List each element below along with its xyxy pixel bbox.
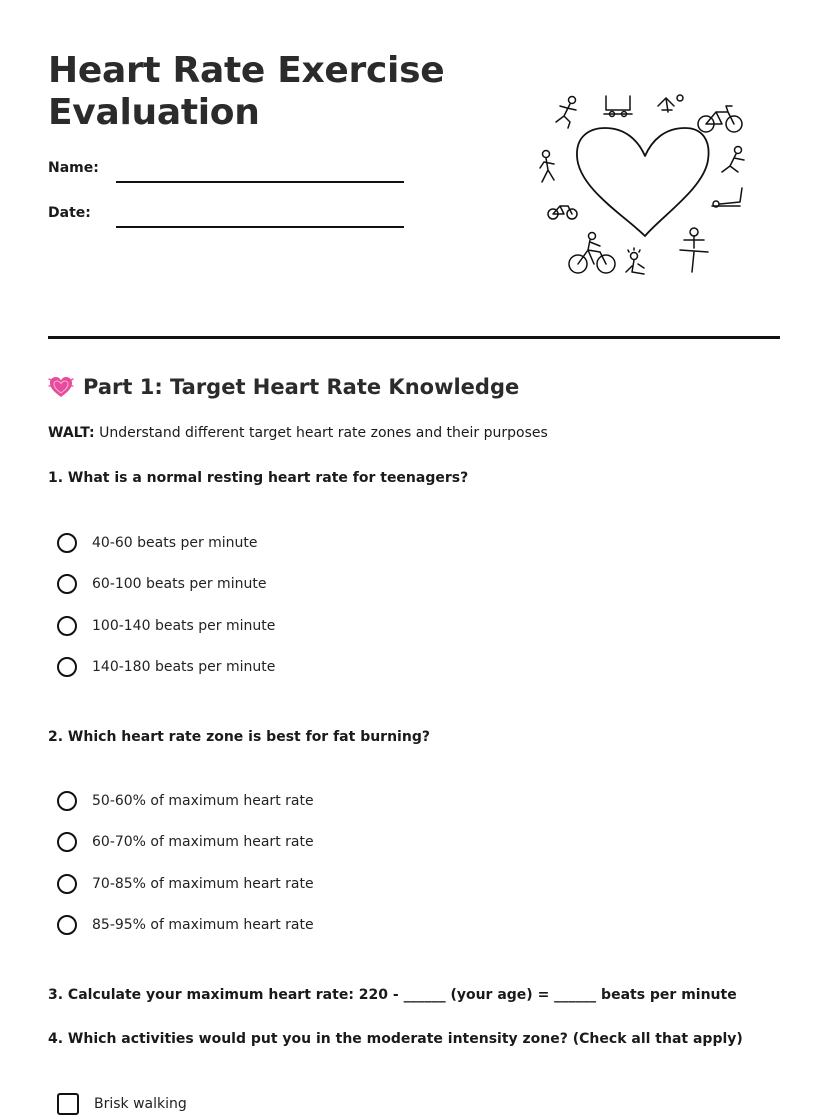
question-2: 2. Which heart rate zone is best for fat burning?: [48, 729, 430, 745]
yoga-icon: [626, 248, 644, 274]
bicycle-icon: [698, 106, 742, 132]
option-label: Brisk walking: [94, 1096, 187, 1112]
section-heading-text: Part 1: Target Heart Rate Knowledge: [83, 375, 520, 399]
name-line[interactable]: [116, 181, 404, 183]
q1-option-4[interactable]: [57, 655, 275, 679]
checkbox[interactable]: [57, 1093, 79, 1115]
big-heart: [577, 128, 709, 236]
option-label: 85-95% of maximum heart rate: [92, 917, 314, 933]
question-1: 1. What is a normal resting heart rate for teenagers?: [48, 470, 469, 486]
dancer-icon: [680, 228, 708, 272]
q2-option-3[interactable]: [57, 872, 314, 896]
page-title: Heart Rate Exercise Evaluation: [48, 50, 445, 133]
cyclist-icon: [569, 233, 615, 274]
option-label: 50-60% of maximum heart rate: [92, 793, 314, 809]
growing-heart-icon: [48, 374, 74, 400]
option-label: 100-140 beats per minute: [92, 618, 276, 634]
section-divider: [48, 336, 780, 339]
name-field[interactable]: [48, 160, 408, 190]
option-label: 60-70% of maximum heart rate: [92, 834, 314, 850]
option-label: 140-180 beats per minute: [92, 659, 276, 675]
radio-button[interactable]: [57, 791, 77, 811]
q4-option-1[interactable]: [57, 1092, 187, 1116]
radio-button[interactable]: [57, 832, 77, 852]
option-label: 40-60 beats per minute: [92, 535, 258, 551]
name-label: Name:: [48, 160, 99, 176]
small-bicycle-icon: [548, 206, 577, 219]
radio-button[interactable]: [57, 657, 77, 677]
q1-option-1[interactable]: [57, 531, 258, 555]
walker-icon: [540, 151, 554, 183]
option-label: 60-100 beats per minute: [92, 576, 267, 592]
q2-option-1[interactable]: [57, 789, 314, 813]
date-field[interactable]: [48, 205, 408, 235]
question-3: 3. Calculate your maximum heart rate: 220 - ______ (your age) = ______ beats per minute: [48, 987, 737, 1003]
section-heading-part1: [48, 374, 519, 400]
runner-icon: [556, 97, 576, 129]
plank-icon: [712, 188, 742, 207]
treadmill-icon: [604, 96, 632, 117]
walt-statement: [48, 425, 548, 441]
heart-exercise-illustration: [530, 88, 760, 283]
stretch-icon: [658, 95, 683, 112]
q2-option-2[interactable]: [57, 830, 314, 854]
walt-label: WALT:: [48, 425, 95, 441]
q1-option-2[interactable]: [57, 572, 266, 596]
date-line[interactable]: [116, 226, 404, 228]
date-label: Date:: [48, 205, 91, 221]
radio-button[interactable]: [57, 616, 77, 636]
option-label: 70-85% of maximum heart rate: [92, 876, 314, 892]
radio-button[interactable]: [57, 874, 77, 894]
radio-button[interactable]: [57, 533, 77, 553]
radio-button[interactable]: [57, 915, 77, 935]
skipping-icon: [722, 147, 744, 173]
q2-option-4[interactable]: [57, 913, 314, 937]
q1-option-3[interactable]: [57, 614, 275, 638]
question-4: 4. Which activities would put you in the moderate intensity zone? (Check all that apply): [48, 1031, 743, 1047]
walt-text: Understand different target heart rate zones and their purposes: [94, 425, 548, 441]
radio-button[interactable]: [57, 574, 77, 594]
